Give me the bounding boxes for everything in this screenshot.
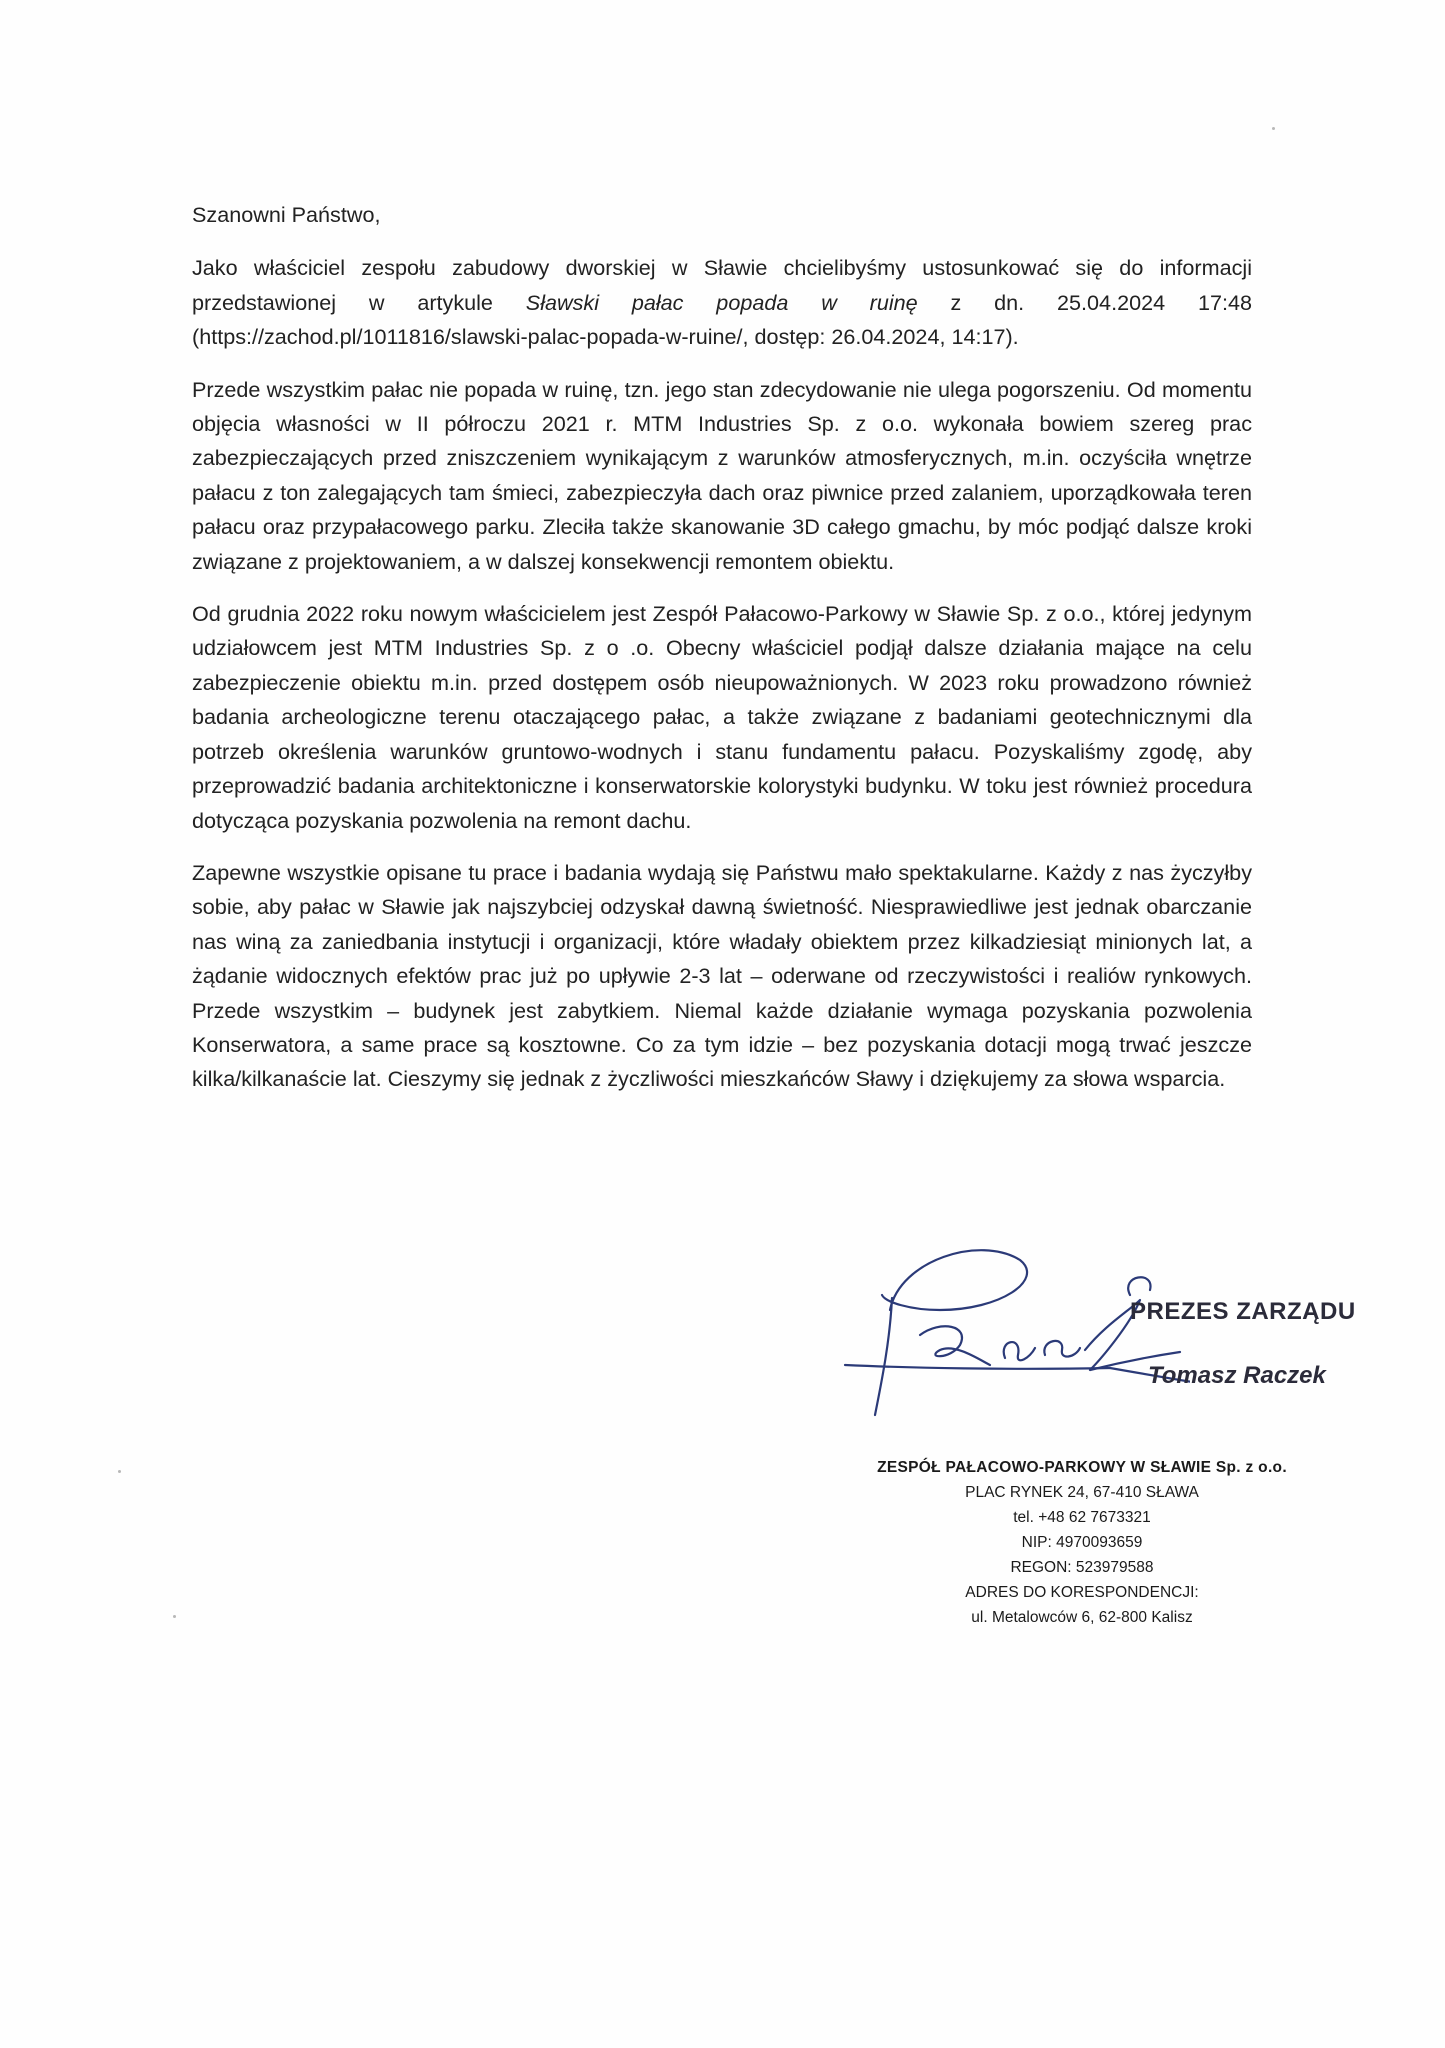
stamp-phone: tel. +48 62 7673321 bbox=[1013, 1509, 1151, 1526]
stamp-company-name: ZESPÓŁ PAŁACOWO-PARKOWY W SŁAWIE Sp. z o.o. bbox=[877, 1459, 1287, 1476]
scan-speck bbox=[173, 1615, 176, 1618]
stamp-nip: NIP: 4970093659 bbox=[1021, 1534, 1143, 1551]
paragraph-1 bbox=[192, 251, 1252, 354]
paragraph-4: Zapewne wszystkie opisane tu prace i badania wydają się Państwu mało spektakularne. Każdy z nas życzyłby sobie, aby pałac w Sławie jak najszybciej odzyskał dawną świetność. Niesprawiedliwe jest jednak obarczanie nas winą za zaniedbania instytucji i organizacji, które władały obiektem przez kilkadziesiąt minionych lat, a żądanie widocznych efektów prac już po upływie 2-3 lat – oderwane od rzeczywistości i realiów rynkowych. Przede wszystkim – budynek jest zabytkiem. Niemal każde działanie wymaga pozyskania pozwolenia Konserwatora, a same prace są kosztowne. Co za tym idzie – bez pozyskania dotacji mogą trwać jeszcze kilka/kilkanaście lat. Cieszymy się jednak z życzliwości mieszkańców Sławy i dziękujemy za słowa wsparcia. bbox=[192, 859, 1252, 1092]
stamp-correspondence-address: ul. Metalowców 6, 62-800 Kalisz bbox=[971, 1609, 1193, 1626]
scan-speck bbox=[118, 1470, 121, 1473]
signatory-name: Tomasz Raczek bbox=[1148, 1362, 1326, 1389]
company-stamp bbox=[862, 1455, 1302, 1630]
paragraph-3: Od grudnia 2022 roku nowym właścicielem jest Zespół Pałacowo-Parkowy w Sławie Sp. z o.o., której jedynym udziałowcem jest MTM Industries Sp. z o .o. Obecny właściciel podjął dalsze działania mające na celu zabezpieczenie obiektu m.in. przed dostępem osób nieupoważnionych. W 2023 roku prowadzono również badania archeologiczne terenu otaczającego pałac, a także związane z badaniami geotechnicznymi dla potrzeb określenia warunków gruntowo-wodnych i stanu fundamentu pałacu. Pozyskaliśmy zgodę, aby przeprowadzić badania architektoniczne i konserwatorskie kolorystyki budynku. W toku jest również procedura dotycząca pozyskania pozwolenia na remont dachu. bbox=[192, 601, 1252, 833]
paragraph-1-intro: Jako właściciel zespołu zabudowy dworskiej w Sławie chcielibyśmy ustosunkować się do informacji przedstawionej w artykule bbox=[192, 255, 1252, 315]
stamp-regon: REGON: 523979588 bbox=[1010, 1559, 1154, 1576]
scan-speck bbox=[1272, 127, 1275, 130]
paragraph-1-rest: z dn. 25.04.2024 17:48 (https://zachod.pl/1011816/slawski-palac-popada-w-ruine/, dostęp: 26.04.2024, 14:17). bbox=[192, 289, 1252, 350]
paragraph-2: Przede wszystkim pałac nie popada w ruinę, tzn. jego stan zdecydowanie nie ulega pogorszeniu. Od momentu objęcia własności w II półroczu 2021 r. MTM Industries Sp. z o.o. wykonała bowiem szereg prac zabezpieczających przed zniszczeniem wynikającym z warunków atmosferycznych, m.in. oczyściła wnętrze pałacu z ton zalegających tam śmieci, zabezpieczyła dach oraz piwnice przed zalaniem, uporządkowała teren pałacu oraz przypałacowego parku. Zleciła także skanowanie 3D całego gmachu, by móc podjąć dalsze kroki związane z projektowaniem, a w dalszej konsekwencji remontem obiektu. bbox=[192, 376, 1252, 574]
article-title: Sławski pałac popada w ruinę bbox=[525, 289, 918, 315]
handwritten-signature bbox=[830, 1240, 1190, 1420]
signature-block bbox=[830, 1240, 1356, 1420]
letter-body bbox=[192, 198, 1252, 1115]
stamp-address: PLAC RYNEK 24, 67-410 SŁAWA bbox=[965, 1484, 1199, 1501]
signature-title: PREZES ZARZĄDU bbox=[1130, 1298, 1356, 1325]
stamp-correspondence-label: ADRES DO KORESPONDENCJI: bbox=[965, 1584, 1199, 1601]
greeting: Szanowni Państwo, bbox=[192, 202, 381, 227]
